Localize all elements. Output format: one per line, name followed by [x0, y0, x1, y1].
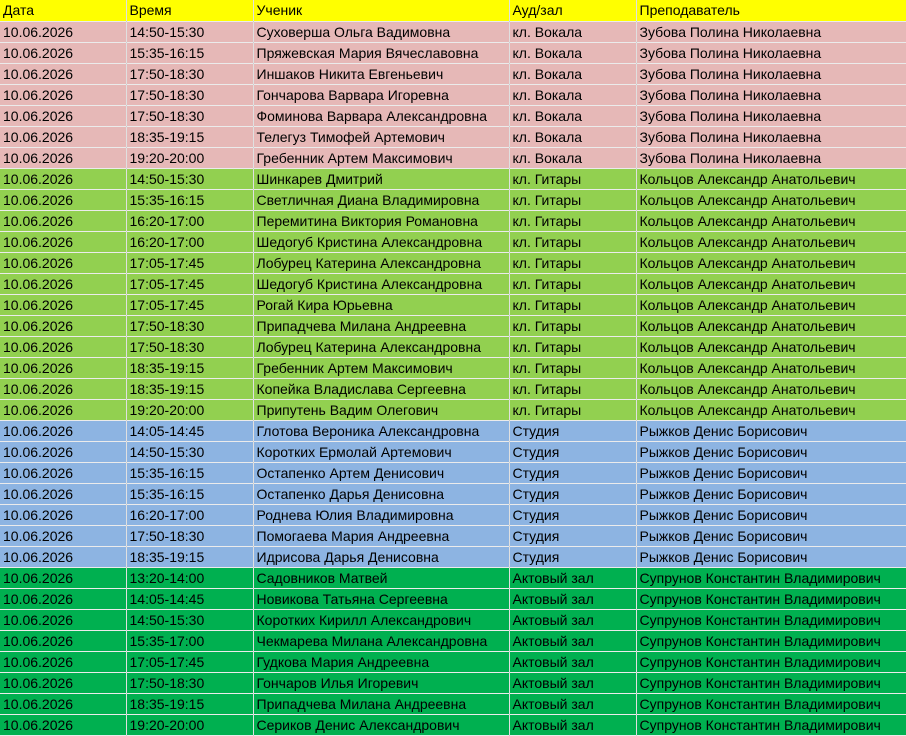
cell-date[interactable]: 10.06.2026 [0, 379, 126, 400]
table-row [0, 694, 906, 715]
header-row [0, 0, 906, 22]
cell-date[interactable]: 10.06.2026 [0, 358, 126, 379]
cell-teacher[interactable]: Супрунов Константин Владимирович [636, 631, 906, 652]
cell-room[interactable]: кл. Вокала [509, 106, 636, 127]
cell-time[interactable]: 18:35-19:15 [126, 358, 253, 379]
table-row [0, 358, 906, 379]
table-row [0, 274, 906, 295]
cell-date[interactable]: 10.06.2026 [0, 316, 126, 337]
cell-student[interactable]: Фоминова Варвара Александровна [253, 106, 509, 127]
cell-time[interactable]: 14:05-14:45 [126, 589, 253, 610]
cell-student[interactable]: Рогай Кира Юрьевна [253, 295, 509, 316]
header-teacher[interactable]: Преподаватель [636, 0, 906, 22]
cell-student[interactable]: Гребенник Артем Максимович [253, 358, 509, 379]
cell-date[interactable]: 10.06.2026 [0, 337, 126, 358]
table-row [0, 211, 906, 232]
cell-time[interactable]: 17:50-18:30 [126, 673, 253, 694]
cell-time[interactable]: 15:35-16:15 [126, 463, 253, 484]
cell-room[interactable]: кл. Вокала [509, 127, 636, 148]
cell-room[interactable]: Студия [509, 421, 636, 442]
cell-student[interactable]: Коротких Кирилл Александрович [253, 610, 509, 631]
cell-student[interactable]: Суховерша Ольга Вадимовна [253, 22, 509, 43]
cell-student[interactable]: Припадчева Милана Андреевна [253, 694, 509, 715]
cell-teacher[interactable]: Рыжков Денис Борисович [636, 484, 906, 505]
cell-room[interactable]: Актовый зал [509, 673, 636, 694]
cell-time[interactable]: 17:05-17:45 [126, 274, 253, 295]
table-row [0, 589, 906, 610]
cell-room[interactable]: Актовый зал [509, 652, 636, 673]
cell-time[interactable]: 18:35-19:15 [126, 547, 253, 568]
table-row [0, 631, 906, 652]
cell-teacher[interactable]: Рыжков Денис Борисович [636, 463, 906, 484]
cell-date[interactable]: 10.06.2026 [0, 127, 126, 148]
cell-teacher[interactable]: Супрунов Константин Владимирович [636, 652, 906, 673]
cell-time[interactable]: 15:35-17:00 [126, 631, 253, 652]
cell-student[interactable]: Перемитина Виктория Романовна [253, 211, 509, 232]
cell-time[interactable]: 17:05-17:45 [126, 652, 253, 673]
cell-teacher[interactable]: Кольцов Александр Анатольевич [636, 190, 906, 211]
cell-student[interactable]: Гудкова Мария Андреевна [253, 652, 509, 673]
cell-teacher[interactable]: Кольцов Александр Анатольевич [636, 232, 906, 253]
table-row [0, 547, 906, 568]
cell-teacher[interactable]: Зубова Полина Николаевна [636, 106, 906, 127]
cell-room[interactable]: Студия [509, 484, 636, 505]
cell-teacher[interactable]: Рыжков Денис Борисович [636, 526, 906, 547]
cell-student[interactable]: Коротких Ермолай Артемович [253, 442, 509, 463]
cell-student[interactable]: Лобурец Катерина Александровна [253, 253, 509, 274]
cell-room[interactable]: кл. Вокала [509, 43, 636, 64]
header-date[interactable]: Дата [0, 0, 126, 22]
cell-student[interactable]: Новикова Татьяна Сергеевна [253, 589, 509, 610]
cell-teacher[interactable]: Рыжков Денис Борисович [636, 421, 906, 442]
cell-teacher[interactable]: Супрунов Константин Владимирович [636, 568, 906, 589]
cell-date[interactable]: 10.06.2026 [0, 295, 126, 316]
table-row [0, 148, 906, 169]
cell-student[interactable]: Роднева Юлия Владимировна [253, 505, 509, 526]
table-row [0, 190, 906, 211]
cell-time[interactable]: 14:50-15:30 [126, 22, 253, 43]
cell-date[interactable]: 10.06.2026 [0, 652, 126, 673]
cell-student[interactable]: Припадчева Милана Андреевна [253, 316, 509, 337]
table-row [0, 64, 906, 85]
cell-teacher[interactable]: Кольцов Александр Анатольевич [636, 253, 906, 274]
cell-date[interactable]: 10.06.2026 [0, 715, 126, 736]
cell-teacher[interactable]: Кольцов Александр Анатольевич [636, 379, 906, 400]
cell-student[interactable]: Припутень Вадим Олегович [253, 400, 509, 421]
table-body [0, 22, 906, 736]
cell-teacher[interactable]: Рыжков Денис Борисович [636, 547, 906, 568]
cell-student[interactable]: Шинкарев Дмитрий [253, 169, 509, 190]
cell-teacher[interactable]: Рыжков Денис Борисович [636, 442, 906, 463]
table-row [0, 484, 906, 505]
cell-date[interactable]: 10.06.2026 [0, 43, 126, 64]
cell-date[interactable]: 10.06.2026 [0, 22, 126, 43]
cell-time[interactable]: 13:20-14:00 [126, 568, 253, 589]
cell-student[interactable]: Сериков Денис Александрович [253, 715, 509, 736]
cell-date[interactable]: 10.06.2026 [0, 484, 126, 505]
cell-teacher[interactable]: Кольцов Александр Анатольевич [636, 337, 906, 358]
cell-teacher[interactable]: Кольцов Александр Анатольевич [636, 358, 906, 379]
cell-date[interactable]: 10.06.2026 [0, 463, 126, 484]
cell-date[interactable]: 10.06.2026 [0, 694, 126, 715]
cell-room[interactable]: Актовый зал [509, 589, 636, 610]
cell-room[interactable]: кл. Гитары [509, 337, 636, 358]
cell-room[interactable]: Актовый зал [509, 694, 636, 715]
cell-student[interactable]: Шедогуб Кристина Александровна [253, 232, 509, 253]
table-row [0, 232, 906, 253]
cell-student[interactable]: Помогаева Мария Андреевна [253, 526, 509, 547]
cell-room[interactable]: кл. Гитары [509, 274, 636, 295]
cell-student[interactable]: Глотова Вероника Александровна [253, 421, 509, 442]
cell-date[interactable]: 10.06.2026 [0, 547, 126, 568]
cell-time[interactable]: 14:50-15:30 [126, 610, 253, 631]
cell-student[interactable]: Чекмарева Милана Александровна [253, 631, 509, 652]
cell-room[interactable]: Актовый зал [509, 568, 636, 589]
table-row [0, 43, 906, 64]
cell-date[interactable]: 10.06.2026 [0, 589, 126, 610]
cell-time[interactable]: 19:20-20:00 [126, 400, 253, 421]
table-row [0, 673, 906, 694]
table-row [0, 253, 906, 274]
cell-student[interactable]: Иншаков Никита Евгеньевич [253, 64, 509, 85]
cell-room[interactable]: кл. Гитары [509, 379, 636, 400]
cell-room[interactable]: кл. Гитары [509, 253, 636, 274]
cell-date[interactable]: 10.06.2026 [0, 190, 126, 211]
cell-teacher[interactable]: Рыжков Денис Борисович [636, 505, 906, 526]
cell-room[interactable]: Студия [509, 505, 636, 526]
cell-teacher[interactable]: Супрунов Константин Владимирович [636, 694, 906, 715]
cell-date[interactable]: 10.06.2026 [0, 85, 126, 106]
cell-teacher[interactable]: Зубова Полина Николаевна [636, 43, 906, 64]
cell-time[interactable]: 16:20-17:00 [126, 505, 253, 526]
cell-teacher[interactable]: Зубова Полина Николаевна [636, 148, 906, 169]
cell-student[interactable]: Садовников Матвей [253, 568, 509, 589]
table-row [0, 526, 906, 547]
cell-teacher[interactable]: Кольцов Александр Анатольевич [636, 316, 906, 337]
cell-time[interactable]: 17:05-17:45 [126, 253, 253, 274]
table-row [0, 337, 906, 358]
cell-date[interactable]: 10.06.2026 [0, 253, 126, 274]
cell-date[interactable]: 10.06.2026 [0, 274, 126, 295]
cell-student[interactable]: Остапенко Артем Денисович [253, 463, 509, 484]
cell-date[interactable]: 10.06.2026 [0, 400, 126, 421]
cell-date[interactable]: 10.06.2026 [0, 148, 126, 169]
cell-time[interactable]: 14:50-15:30 [126, 169, 253, 190]
cell-teacher[interactable]: Супрунов Константин Владимирович [636, 589, 906, 610]
cell-date[interactable]: 10.06.2026 [0, 442, 126, 463]
cell-room[interactable]: Студия [509, 463, 636, 484]
table-row [0, 400, 906, 421]
header-student[interactable]: Ученик [253, 0, 509, 22]
cell-teacher[interactable]: Супрунов Константин Владимирович [636, 715, 906, 736]
cell-date[interactable]: 10.06.2026 [0, 169, 126, 190]
table-row [0, 715, 906, 736]
cell-room[interactable]: Актовый зал [509, 631, 636, 652]
cell-room[interactable]: Актовый зал [509, 715, 636, 736]
cell-student[interactable]: Телегуз Тимофей Артемович [253, 127, 509, 148]
cell-room[interactable]: кл. Гитары [509, 169, 636, 190]
cell-room[interactable]: Актовый зал [509, 610, 636, 631]
cell-room[interactable]: Студия [509, 547, 636, 568]
cell-date[interactable]: 10.06.2026 [0, 673, 126, 694]
cell-time[interactable]: 18:35-19:15 [126, 379, 253, 400]
cell-student[interactable]: Шедогуб Кристина Александровна [253, 274, 509, 295]
cell-time[interactable]: 16:20-17:00 [126, 232, 253, 253]
cell-student[interactable]: Идрисова Дарья Денисовна [253, 547, 509, 568]
cell-student[interactable]: Остапенко Дарья Денисовна [253, 484, 509, 505]
cell-teacher[interactable]: Кольцов Александр Анатольевич [636, 274, 906, 295]
cell-room[interactable]: кл. Гитары [509, 211, 636, 232]
cell-time[interactable]: 17:50-18:30 [126, 106, 253, 127]
cell-room[interactable]: кл. Вокала [509, 85, 636, 106]
table-row [0, 568, 906, 589]
cell-date[interactable]: 10.06.2026 [0, 610, 126, 631]
cell-room[interactable]: Студия [509, 442, 636, 463]
header-time[interactable]: Время [126, 0, 253, 22]
cell-teacher[interactable]: Кольцов Александр Анатольевич [636, 400, 906, 421]
cell-student[interactable]: Лобурец Катерина Александровна [253, 337, 509, 358]
cell-room[interactable]: кл. Гитары [509, 400, 636, 421]
cell-time[interactable]: 17:50-18:30 [126, 316, 253, 337]
cell-date[interactable]: 10.06.2026 [0, 421, 126, 442]
cell-room[interactable]: кл. Гитары [509, 358, 636, 379]
cell-teacher[interactable]: Кольцов Александр Анатольевич [636, 295, 906, 316]
cell-time[interactable]: 17:50-18:30 [126, 337, 253, 358]
table-row [0, 421, 906, 442]
cell-time[interactable]: 14:50-15:30 [126, 442, 253, 463]
cell-teacher[interactable]: Супрунов Константин Владимирович [636, 610, 906, 631]
cell-time[interactable]: 19:20-20:00 [126, 148, 253, 169]
cell-room[interactable]: кл. Гитары [509, 232, 636, 253]
cell-date[interactable]: 10.06.2026 [0, 631, 126, 652]
cell-time[interactable]: 16:20-17:00 [126, 211, 253, 232]
table-row [0, 22, 906, 43]
cell-time[interactable]: 18:35-19:15 [126, 694, 253, 715]
table-row [0, 610, 906, 631]
cell-date[interactable]: 10.06.2026 [0, 64, 126, 85]
cell-room[interactable]: кл. Гитары [509, 295, 636, 316]
cell-student[interactable]: Гончарова Варвара Игоревна [253, 85, 509, 106]
cell-teacher[interactable]: Зубова Полина Николаевна [636, 85, 906, 106]
cell-teacher[interactable]: Кольцов Александр Анатольевич [636, 211, 906, 232]
cell-date[interactable]: 10.06.2026 [0, 106, 126, 127]
cell-room[interactable]: кл. Вокала [509, 22, 636, 43]
cell-time[interactable]: 17:05-17:45 [126, 295, 253, 316]
cell-student[interactable]: Светличная Диана Владимировна [253, 190, 509, 211]
cell-teacher[interactable]: Зубова Полина Николаевна [636, 127, 906, 148]
cell-time[interactable]: 14:05-14:45 [126, 421, 253, 442]
cell-time[interactable]: 17:50-18:30 [126, 64, 253, 85]
table-row [0, 505, 906, 526]
cell-teacher[interactable]: Зубова Полина Николаевна [636, 22, 906, 43]
table-row [0, 85, 906, 106]
cell-time[interactable]: 19:20-20:00 [126, 715, 253, 736]
cell-date[interactable]: 10.06.2026 [0, 526, 126, 547]
cell-room[interactable]: кл. Вокала [509, 148, 636, 169]
header-room[interactable]: Ауд/зал [509, 0, 636, 22]
cell-date[interactable]: 10.06.2026 [0, 211, 126, 232]
table-row [0, 316, 906, 337]
cell-room[interactable]: кл. Гитары [509, 190, 636, 211]
cell-teacher[interactable]: Супрунов Константин Владимирович [636, 673, 906, 694]
table-row [0, 442, 906, 463]
table-row [0, 169, 906, 190]
table-row [0, 652, 906, 673]
cell-teacher[interactable]: Зубова Полина Николаевна [636, 64, 906, 85]
cell-time[interactable]: 17:50-18:30 [126, 526, 253, 547]
cell-teacher[interactable]: Кольцов Александр Анатольевич [636, 169, 906, 190]
table-row [0, 379, 906, 400]
cell-date[interactable]: 10.06.2026 [0, 232, 126, 253]
cell-room[interactable]: Студия [509, 526, 636, 547]
cell-time[interactable]: 18:35-19:15 [126, 127, 253, 148]
cell-time[interactable]: 15:35-16:15 [126, 43, 253, 64]
cell-time[interactable]: 15:35-16:15 [126, 484, 253, 505]
cell-time[interactable]: 17:50-18:30 [126, 85, 253, 106]
cell-student[interactable]: Копейка Владислава Сергеевна [253, 379, 509, 400]
table-row [0, 106, 906, 127]
cell-time[interactable]: 15:35-16:15 [126, 190, 253, 211]
cell-room[interactable]: кл. Гитары [509, 316, 636, 337]
cell-date[interactable]: 10.06.2026 [0, 568, 126, 589]
table-row [0, 463, 906, 484]
table-row [0, 127, 906, 148]
cell-student[interactable]: Гребенник Артем Максимович [253, 148, 509, 169]
cell-room[interactable]: кл. Вокала [509, 64, 636, 85]
cell-student[interactable]: Пряжевская Мария Вячеславовна [253, 43, 509, 64]
cell-date[interactable]: 10.06.2026 [0, 505, 126, 526]
table-row [0, 295, 906, 316]
cell-student[interactable]: Гончаров Илья Игоревич [253, 673, 509, 694]
